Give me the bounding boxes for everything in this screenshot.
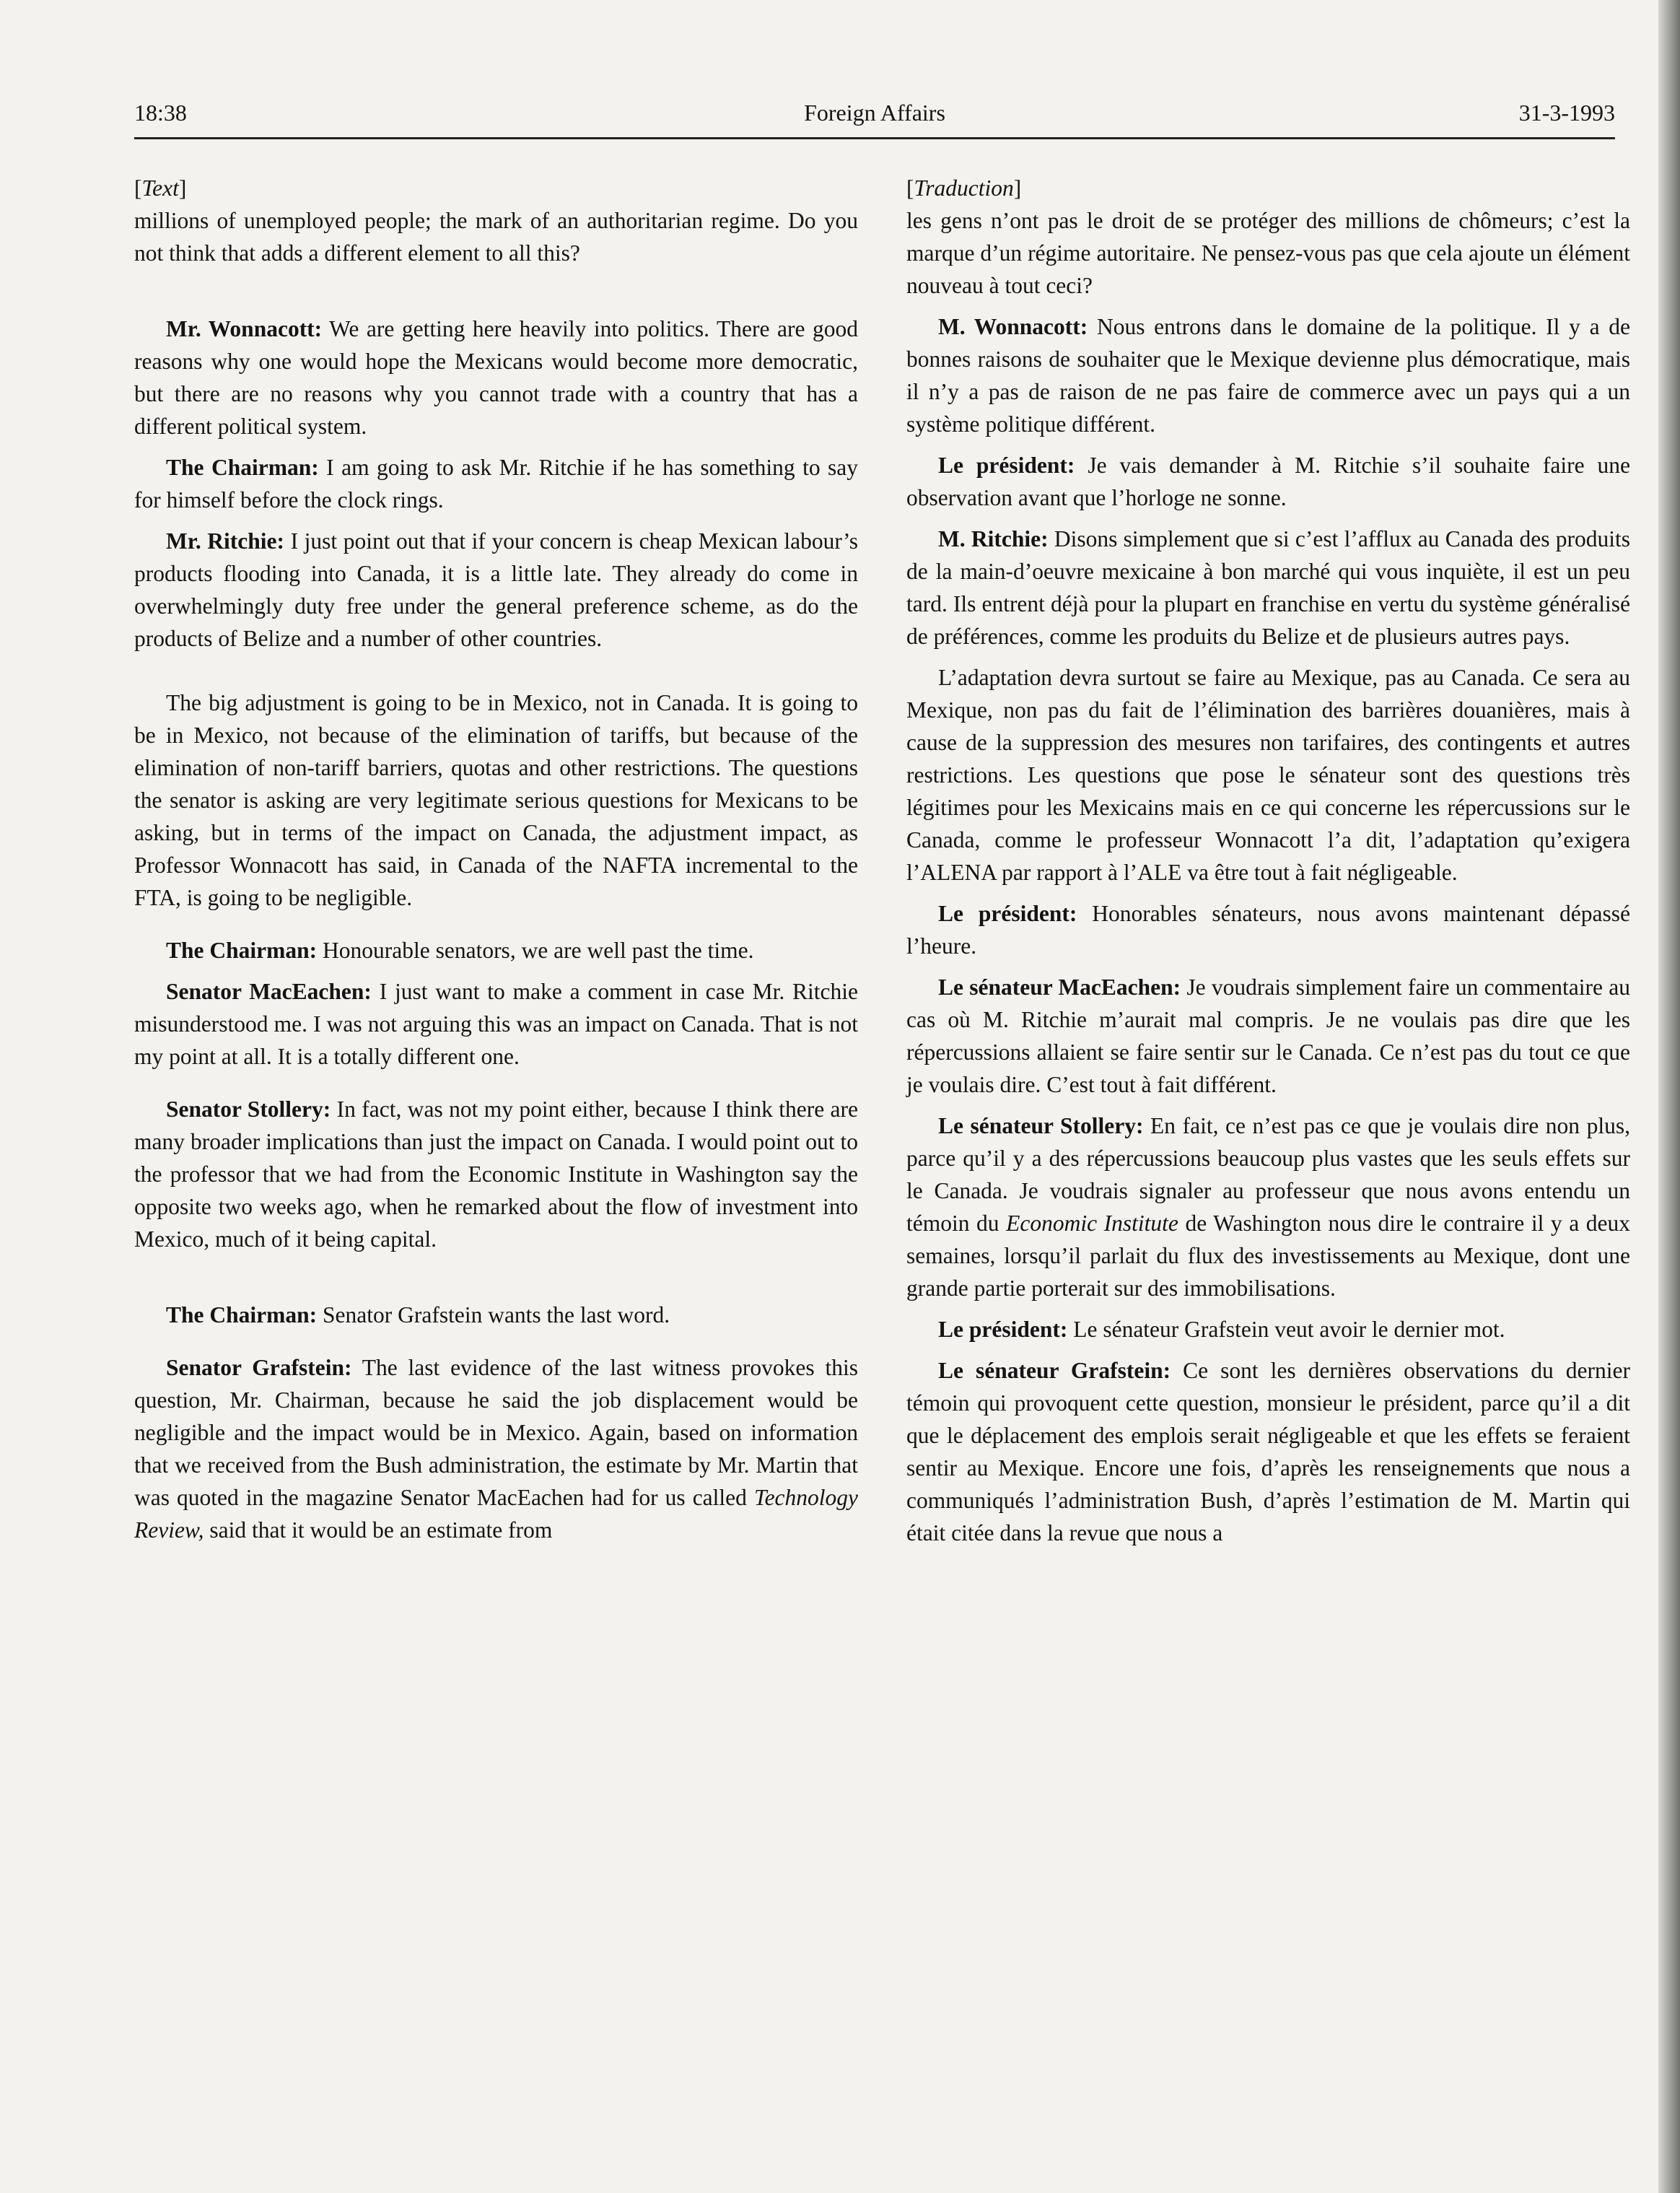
grafstein-paragraph bbox=[134, 1351, 858, 1546]
speech-text: En fait, ce n’est pas ce que je voulais dire non plus, parce qu’il y a des répercussions beaucoup plus vastes que les seuls effets sur le Canada. Je voudrais signaler au professeur que nous avons entendu un témoin du bbox=[906, 1113, 1630, 1236]
column-label-text: [Text] bbox=[134, 175, 187, 201]
speech-text: Disons simplement que si c’est l’afflux au Canada des produits de la main-d’oeuvre mexicaine à bon marché qui vous inquiète, il est un peu tard. Ils entrent déjà pour la plupart en franchise en vertu du système généralisé de préférences, comme les produits du Belize et de plusieurs autres pays. bbox=[906, 526, 1630, 649]
stollery-paragraph bbox=[134, 1093, 858, 1255]
speech-text: Ce sont les dernières observations du dernier témoin qui provoquent cette question, monsieur le président, parce qu’il a dit que le déplacement des emplois serait négligeable et que les effets se feraient sentir au Mexique. Encore une fois, d’après les renseignements que nous a communiqués l’administration Bush, d’après l’estimation de M. Martin qui était citée dans la revue que nous a bbox=[906, 1358, 1631, 1545]
speech-text: Je vais demander à M. Ritchie s’il souhaite faire une observation avant que l’horloge ne sonne. bbox=[906, 453, 1630, 510]
speech-text: I just point out that if your concern is cheap Mexican labour’s products flooding into Canada, it is a little late. They already do come in overwhelmingly duty free under the general preference scheme, as do the products of Belize and a number of other countries. bbox=[134, 528, 859, 651]
ritchie-paragraph bbox=[906, 523, 1630, 653]
page-edge-shadow bbox=[1658, 0, 1680, 2193]
adjustment-paragraph: The big adjustment is going to be in Mexico, not in Canada. It is going to be in Mexico, not because of the elimination of tariffs, but because of the elimination of non-tariff barriers, quotas and other restrictions. The questions the senator is asking are very legitimate serious questions for Mexicans to be asking, but in terms of the impact on Canada, the adjustment impact, as Professor Wonnacott has said, in Canada of the NAFTA incremental to the FTA, is going to be negligible. bbox=[134, 690, 858, 910]
wonnacott-paragraph bbox=[134, 313, 858, 442]
grafstein-paragraph bbox=[906, 1354, 1630, 1549]
speech-text: Nous entrons dans le domaine de la politique. Il y a de bonnes raisons de souhaiter que le Mexique devienne plus démocratique, mais il n’y a pas de raison de ne pas faire de commerce avec un pays qui a un système politique différent. bbox=[906, 314, 1630, 437]
continuation-paragraph: millions of unemployed people; the mark of an authoritarian regime. Do you not think that adds a different element to all this? bbox=[134, 208, 858, 266]
speech-text: We are getting here heavily into politics. There are good reasons why one would hope the Mexicans would become more democratic, but there are no reasons why you cannot trade with a country that has a different political system. bbox=[134, 316, 858, 439]
column-label: Text bbox=[141, 175, 179, 201]
adjustment-paragraph: L’adaptation devra surtout se faire au Mexique, pas au Canada. Ce sera au Mexique, non pas du fait de l’élimination des barrières douanières, mais à cause de la suppression des mesures non tarifaires, des contingents et autres restrictions. Les questions que pose le sénateur sont des questions très légitimes pour les Mexicains mais en ce qui concerne les répercussions sur le Canada, comme le professeur Wonnacott l’a dit, l’adaptation qu’exigera l’ALENA par rapport à l’ALE va être tout à fait négligeable. bbox=[906, 665, 1630, 885]
speech-text-tail: said that it would be an estimate from bbox=[209, 1517, 553, 1543]
magazine-title: Technology Review, bbox=[134, 1485, 859, 1543]
maceachen-paragraph bbox=[906, 971, 1630, 1101]
column-label-traduction: [Traduction] bbox=[906, 175, 1022, 201]
chairman-paragraph bbox=[906, 449, 1630, 514]
speech-text: Le sénateur Grafstein veut avoir le dernier mot. bbox=[1073, 1317, 1505, 1342]
speaker-name: M. Wonnacott: bbox=[938, 314, 1088, 339]
header-title: Foreign Affairs bbox=[804, 100, 945, 126]
speaker-name: Le président: bbox=[938, 901, 1077, 926]
chairman-paragraph bbox=[134, 451, 858, 516]
speaker-name: The Chairman: bbox=[166, 1302, 318, 1327]
ritchie-paragraph bbox=[134, 525, 858, 655]
header-time: 18:38 bbox=[134, 100, 187, 126]
wonnacott-paragraph bbox=[906, 310, 1630, 440]
speech-text: The last evidence of the last witness provokes this question, Mr. Chairman, because he said the job displacement would be negligible and the impact would be in Mexico. Again, based on information that we received from the Bush administration, the estimate by Mr. Martin that was quoted in the magazine Senator MacEachen had for us called bbox=[134, 1355, 858, 1510]
speech-text: In fact, was not my point either, because I think there are many broader implications than just the impact on Canada. I would point out to the professor that we had from the Economic Institute in Washington say the opposite two weeks ago, when he remarked about the flow of investment into Mexico, much of it being capital. bbox=[134, 1096, 859, 1252]
speaker-name: Mr. Ritchie: bbox=[166, 528, 284, 554]
speech-text: Honourable senators, we are well past the time. bbox=[323, 938, 754, 963]
header-date: 31-3-1993 bbox=[1518, 100, 1615, 126]
english-column bbox=[134, 172, 858, 1546]
speaker-name: Le sénateur MacEachen: bbox=[938, 975, 1181, 1000]
continuation-paragraph: les gens n’ont pas le droit de se protéger des millions de chômeurs; c’est la marque d’un régime autoritaire. Ne pensez-vous pas que cela ajoute un élément nouveau à tout ceci? bbox=[906, 208, 1630, 298]
speaker-name: Le sénateur Stollery: bbox=[938, 1113, 1144, 1138]
speaker-name: M. Ritchie: bbox=[938, 526, 1049, 551]
stollery-paragraph bbox=[906, 1109, 1630, 1304]
speaker-name: The Chairman: bbox=[166, 455, 319, 480]
column-label: Traduction bbox=[914, 175, 1014, 201]
institute-name: Economic Institute bbox=[1006, 1211, 1178, 1236]
speaker-name: Le sénateur Grafstein: bbox=[938, 1358, 1171, 1383]
speaker-name: Senator Stollery: bbox=[166, 1096, 331, 1122]
speaker-name: The Chairman: bbox=[166, 938, 318, 963]
speaker-name: Le président: bbox=[938, 453, 1075, 478]
french-column bbox=[906, 172, 1630, 1549]
speech-text: Je voudrais simplement faire un commentaire au cas où M. Ritchie m’aurait mal compris. Je ne voulais pas dire que les répercussions allaient se faire sentir sur le Canada. Ce n’est pas du tout ce que je voulais dire. C’est tout à fait différent. bbox=[906, 975, 1631, 1097]
speech-text-tail: de Washington nous dire le contraire il y a deux semaines, lorsqu’il parlait du flux des investissements au Mexique, dont une grande partie porterait sur des immobilisations. bbox=[906, 1211, 1630, 1301]
speaker-name: Mr. Wonnacott: bbox=[166, 316, 323, 341]
speech-text: Senator Grafstein wants the last word. bbox=[323, 1302, 670, 1327]
speech-text: I am going to ask Mr. Ritchie if he has something to say for himself before the clock rings. bbox=[134, 455, 859, 513]
maceachen-paragraph bbox=[134, 975, 858, 1073]
speech-text: Honorables sénateurs, nous avons maintenant dépassé l’heure. bbox=[906, 901, 1631, 959]
speaker-name: Senator Grafstein: bbox=[166, 1355, 352, 1380]
chairman-time-paragraph bbox=[134, 934, 858, 967]
speaker-name: Le président: bbox=[938, 1317, 1068, 1342]
speech-text: I just want to make a comment in case Mr. Ritchie misunderstood me. I was not arguing this was an impact on Canada. That is not my point at all. It is a totally different one. bbox=[134, 979, 859, 1069]
speaker-name: Senator MacEachen: bbox=[166, 979, 372, 1004]
chairman-lastword-paragraph bbox=[906, 1313, 1630, 1346]
chairman-lastword-paragraph bbox=[134, 1299, 858, 1331]
page-header bbox=[134, 100, 1615, 137]
chairman-time-paragraph bbox=[906, 897, 1630, 962]
header-rule bbox=[134, 137, 1615, 139]
